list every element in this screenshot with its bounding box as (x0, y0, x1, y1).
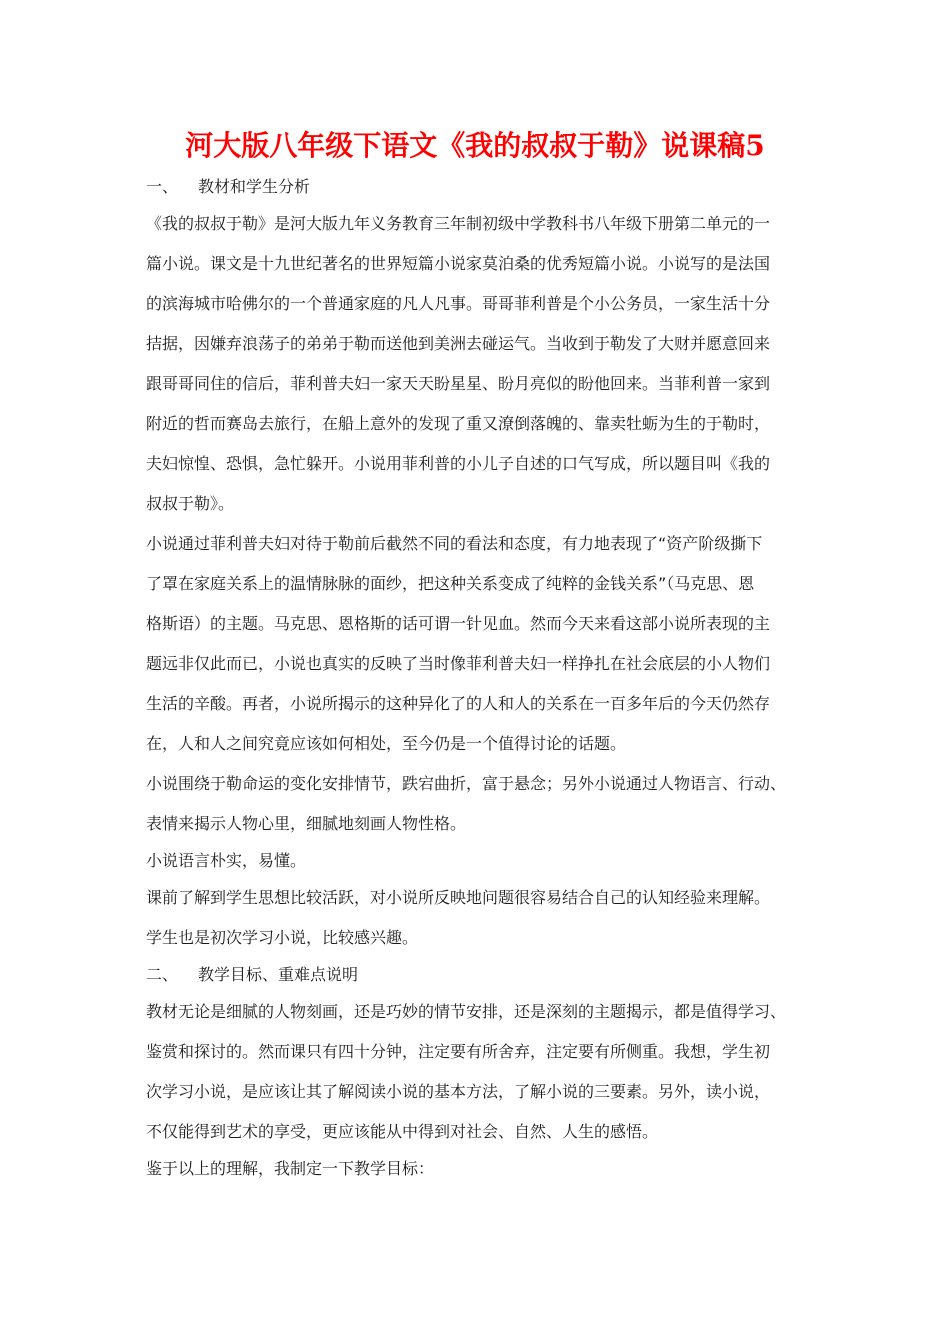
paragraph-line: 次学习小说，是应该让其了解阅读小说的基本方法，了解小说的三要素。另外，读小说， (146, 1082, 771, 1101)
paragraph-line: 不仅能得到艺术的享受，更应该能从中得到对社会、自然、人生的感悟。 (146, 1122, 659, 1141)
paragraph-line: 学生也是初次学习小说，比较感兴趣。 (146, 928, 419, 947)
paragraph-line: 夫妇惊惶、恐惧，急忙躲开。小说用菲利普的小儿子自述的口气写成，所以题目叫《我的 (146, 454, 771, 473)
paragraph-line: 篇小说。课文是十九世纪著名的世界短篇小说家莫泊桑的优秀短篇小说。小说写的是法国 (146, 254, 771, 273)
paragraph-line: 小说围绕于勒命运的变化安排情节，跌宕曲折，富于悬念；另外小说通过人物语言、行动、 (146, 774, 787, 793)
section-heading-text: 教学目标、重难点说明 (198, 965, 359, 984)
paragraph-line: 鉴赏和探讨的。然而课只有四十分钟，注定要有所舍弃，注定要有所侧重。我想，学生初 (146, 1042, 771, 1061)
paragraph-line: 小说语言朴实，易懂。 (146, 851, 307, 870)
paragraph-line: 《我的叔叔于勒》是河大版九年义务教育三年制初级中学教科书八年级下册第二单元的一 (146, 214, 771, 233)
paragraph (146, 204, 826, 524)
paragraph-line: 在，人和人之间究竟应该如何相处，至今仍是一个值得讨论的话题。 (146, 734, 627, 753)
paragraph-line: 跟哥哥同住的信后，菲利普夫妇一家天天盼星星、盼月亮似的盼他回来。当菲利普一家到 (146, 374, 771, 393)
document-body (146, 170, 826, 1186)
paragraph (146, 524, 826, 764)
document-title: 河大版八年级下语文《我的叔叔于勒》说课稿5 (185, 129, 765, 162)
paragraph (146, 992, 826, 1152)
paragraph-line: 格斯语）的主题。马克思、恩格斯的话可谓一针见血。然而今天来看这部小说所表现的主 (146, 614, 771, 633)
section-number: 二、 (146, 965, 179, 984)
paragraph (146, 1152, 826, 1186)
section-heading (146, 958, 826, 992)
paragraph-line: 小说通过菲利普夫妇对待于勒前后截然不同的看法和态度，有力地表现了“资产阶级撕下 (146, 534, 763, 553)
paragraph-line: 了罩在家庭关系上的温情脉脉的面纱，把这种关系变成了纯粹的金钱关系”（马克思、恩 (146, 574, 755, 593)
paragraph (146, 764, 826, 844)
section-number: 一、 (146, 177, 179, 196)
section-heading (146, 170, 826, 204)
paragraph-line: 叔叔于勒》。 (146, 494, 235, 513)
paragraph (146, 878, 826, 958)
paragraph-line: 课前了解到学生思想比较活跃，对小说所反映地问题很容易结合自己的认知经验来理解。 (146, 888, 771, 907)
paragraph-line: 表情来揭示人物心里，细腻地刻画人物性格。 (146, 814, 467, 833)
paragraph (146, 844, 826, 878)
paragraph-line: 生活的辛酸。再者，小说所揭示的这种异化了的人和人的关系在一百多年后的今天仍然存 (146, 694, 771, 713)
paragraph-line: 鉴于以上的理解，我制定一下教学目标： (146, 1159, 435, 1178)
paragraph-line: 教材无论是细腻的人物刻画，还是巧妙的情节安排，还是深刻的主题揭示，都是值得学习、 (146, 1002, 787, 1021)
paragraph-line: 题远非仅此而已，小说也真实的反映了当时像菲利普夫妇一样挣扎在社会底层的小人物们 (146, 654, 771, 673)
paragraph-line: 附近的哲而赛岛去旅行，在船上意外的发现了重又潦倒落魄的、靠卖牡蛎为生的于勒时， (146, 414, 771, 433)
section-heading-text: 教材和学生分析 (198, 177, 311, 196)
paragraph-line: 的滨海城市哈佛尔的一个普通家庭的凡人凡事。哥哥菲利普是个小公务员，一家生活十分 (146, 294, 771, 313)
paragraph-line: 拮据，因嫌弃浪荡子的弟弟于勒而送他到美洲去碰运气。当收到于勒发了大财并愿意回来 (146, 334, 771, 353)
